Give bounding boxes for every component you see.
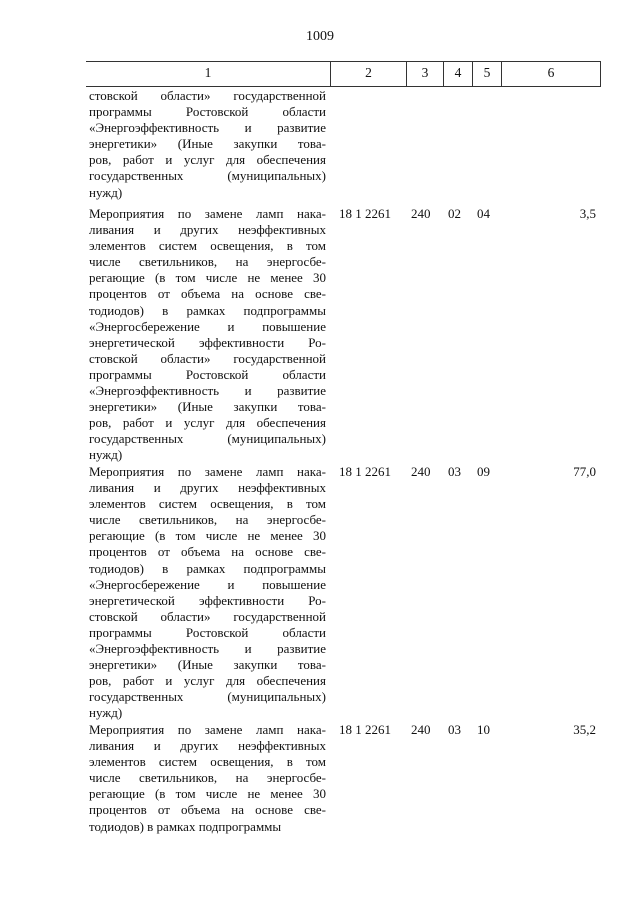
description-line: Мероприятия по замене ламп нака- bbox=[89, 722, 326, 737]
table-header bbox=[86, 61, 601, 87]
description-line: ливания и других неэффективных bbox=[89, 480, 326, 496]
description-line: процентов от объема на основе све- bbox=[89, 544, 326, 560]
description-line: процентов от объема на основе све- bbox=[89, 802, 326, 818]
description-line: нужд) bbox=[89, 184, 123, 200]
description-line: программы Ростовской области bbox=[89, 104, 326, 120]
description-line: регающие (в том числе не менее 30 bbox=[89, 270, 326, 286]
description-line: энергетики» (Иные закупки това- bbox=[89, 657, 326, 673]
description-line: ров, работ и услуг для обеспечения bbox=[89, 415, 326, 431]
section: 03 bbox=[448, 464, 461, 479]
description-line: энергетики» (Иные закупки това- bbox=[89, 136, 326, 152]
budget-table bbox=[86, 61, 601, 834]
description-line: ливания и других неэффективных bbox=[89, 738, 326, 754]
description-line: ров, работ и услуг для обеспечения bbox=[89, 152, 326, 168]
header-col-3: 3 bbox=[407, 62, 444, 86]
description-line: элементов систем освещения, в том bbox=[89, 496, 326, 512]
description-line: государственных (муниципальных) bbox=[89, 689, 326, 705]
row-description bbox=[86, 464, 326, 722]
subsection: 10 bbox=[477, 722, 490, 737]
description-line: нужд) bbox=[89, 705, 123, 721]
description-line: энергетической эффективности Ро- bbox=[89, 334, 326, 350]
description-line: стовской области» государственной bbox=[89, 608, 326, 624]
row-description bbox=[86, 88, 326, 201]
description-line: ливания и других неэффективных bbox=[89, 222, 326, 238]
target-code: 18 1 2261 bbox=[339, 464, 391, 479]
description-line: «Энергоэффективность и развитие bbox=[89, 120, 326, 136]
table-row bbox=[86, 88, 601, 201]
expense-type: 240 bbox=[411, 464, 431, 479]
description-line: энергетической эффективности Ро- bbox=[89, 592, 326, 608]
description-line: стовской области» государственной bbox=[89, 350, 326, 366]
expense-type: 240 bbox=[411, 722, 431, 737]
description-line: программы Ростовской области bbox=[89, 624, 326, 640]
description-line: нужд) bbox=[89, 447, 123, 463]
description-line: «Энергоэффективность и развитие bbox=[89, 383, 326, 399]
subsection: 04 bbox=[477, 206, 490, 221]
description-line: числе светильников, на энергосбе- bbox=[89, 512, 326, 528]
description-line: государственных (муниципальных) bbox=[89, 168, 326, 184]
description-line: числе светильников, на энергосбе- bbox=[89, 254, 326, 270]
header-col-1: 1 bbox=[86, 62, 331, 86]
amount: 77,0 bbox=[573, 464, 596, 479]
table-row bbox=[86, 464, 601, 722]
row-description bbox=[86, 206, 326, 464]
target-code: 18 1 2261 bbox=[339, 722, 391, 737]
description-line: Мероприятия по замене ламп нака- bbox=[89, 464, 326, 479]
description-line: программы Ростовской области bbox=[89, 366, 326, 382]
description-line: стовской области» государственной bbox=[89, 88, 326, 103]
description-line: «Энергоэффективность и развитие bbox=[89, 641, 326, 657]
section: 03 bbox=[448, 722, 461, 737]
description-line: регающие (в том числе не менее 30 bbox=[89, 786, 326, 802]
header-col-4: 4 bbox=[444, 62, 473, 86]
description-line: тодиодов) в рамках подпрограммы bbox=[89, 302, 326, 318]
header-col-5: 5 bbox=[473, 62, 502, 86]
description-line: процентов от объема на основе све- bbox=[89, 286, 326, 302]
section: 02 bbox=[448, 206, 461, 221]
table-row bbox=[86, 722, 601, 835]
description-line: элементов систем освещения, в том bbox=[89, 238, 326, 254]
page-number: 1009 bbox=[306, 29, 334, 44]
description-line: тодиодов) в рамках подпрограммы bbox=[89, 818, 282, 834]
description-line: государственных (муниципальных) bbox=[89, 431, 326, 447]
description-line: «Энергосбережение и повышение bbox=[89, 576, 326, 592]
header-col-6: 6 bbox=[502, 62, 601, 86]
amount: 3,5 bbox=[579, 206, 596, 221]
description-line: числе светильников, на энергосбе- bbox=[89, 770, 326, 786]
row-description bbox=[86, 722, 326, 835]
amount: 35,2 bbox=[573, 722, 596, 737]
description-line: энергетики» (Иные закупки това- bbox=[89, 399, 326, 415]
description-line: Мероприятия по замене ламп нака- bbox=[89, 206, 326, 221]
target-code: 18 1 2261 bbox=[339, 206, 391, 221]
expense-type: 240 bbox=[411, 206, 431, 221]
header-col-2: 2 bbox=[331, 62, 407, 86]
description-line: тодиодов) в рамках подпрограммы bbox=[89, 560, 326, 576]
table-row bbox=[86, 206, 601, 464]
description-line: регающие (в том числе не менее 30 bbox=[89, 528, 326, 544]
subsection: 09 bbox=[477, 464, 490, 479]
description-line: ров, работ и услуг для обеспечения bbox=[89, 673, 326, 689]
description-line: «Энергосбережение и повышение bbox=[89, 318, 326, 334]
description-line: элементов систем освещения, в том bbox=[89, 754, 326, 770]
